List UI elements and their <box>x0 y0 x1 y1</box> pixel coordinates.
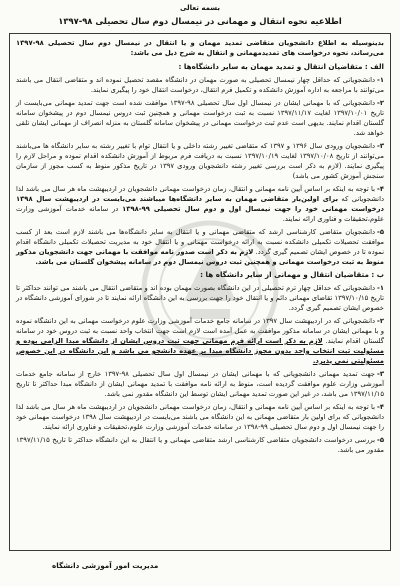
item-text: جهت تمدید مهمانی دانشجویانی که با مهمانی ایشان در نیمسال اول سال تحصیلی ۹۸-۱۳۹۷ خارج از سامانه جامع خدمات آموزشی وزارت علوم موافقت گردیده است، منوط به ارائه نامه موافقت با تمدید مهمانی ایشان از دانشگاه مبدا حداکثر تا تاریخ ۱۳۹۷/۱۱/۱۵ می باشد، در غیر این صورت تمدید مهمانی ایشان توسط این دانشگاه مقدور نمی باشد. <box>16 370 384 398</box>
basmala: بسمه تعالی <box>179 4 221 12</box>
item-text: دانشجویانی که با مهمانی ایشان در نیمسال اول سال تحصیلی ۹۸-۱۳۹۷ موافقت شده است جهت تمدید مهمانی می‌بایست از تاریخ ۱۳۹۷/۱۰/۰۱ لغایت ۱۳۹۷/۱۱/۱۷ نسبت به ثبت درخواست مهمانی و همچنین ثبت دروس نیمسال دوم در پیشخوان سامانه گلستان اقدام نمایند. بدیهی است عدم ثبت درخواست مهمانی در پیشخوان سامانه گلستان به منزله انصراف از مهمانی ایشان تلقی خواهد شد. <box>16 99 385 137</box>
item-number: ۲- <box>377 317 384 325</box>
item-number: ۳- <box>377 142 384 150</box>
announcement-body <box>9 33 391 551</box>
item-number: ۵- <box>377 228 384 236</box>
item-text: دانشجویانی که حداقل چهار ترم تحصیلی در این دانشگاه بصورت مهمان بوده اند و متقاضی انتقال می باشند می توانند حداکثر تا تاریخ ۱۳۹۷/۱۰/۱۵ تقاضای مهمانی دائم و یا انتقال خود را جهت بررسی به این دانشگاه ارائه نمایند تا در شورای آموزشی دانشگاه در خصوص ایشان تصمیم گیری گردد. <box>16 284 384 312</box>
intro-paragraph: بدینوسیله به اطلاع دانشجویان متقاضی تمدید مهمان و یا انتقال در نیمسال دوم سال تحصیلی ۹۸-۱۳۹۷ می‌رساند، نحوه درخواست های تمدیدمهمانی و انتقال به شرح ذیل می باشد: <box>16 39 384 57</box>
section-b-heading: ب : متقاضیان انتقال و مهمانی از سایر دانشگاه ها : <box>200 270 384 279</box>
signature: مدیریت امور آموزشی دانشگاه <box>52 561 159 570</box>
item-emphasis: لازم به ذکر است ارائه فرم مهمانی جهت ثبت دروس ایشان از دانشگاه مبدا الزامی بوده و مسئولیت ثبت انتخاب واحد بدون مجوز دانشگاه مبدا بر عهده دانشجو می باشد و این دانشگاه در این خصوص مسئولیتی نمی پذیرد. <box>16 337 384 365</box>
item-number: ۲- <box>377 99 384 107</box>
item-text-tail: در سامانه خدمات آموزشی وزارت علوم،تحقیقات و فناوری ارائه نمایند. <box>16 205 384 223</box>
section-a-heading: الف : متقاضیان انتقال و تمدید مهمان به سایر دانشگاه‌ها : <box>178 62 384 71</box>
section-a-item <box>16 75 384 95</box>
section-a-item <box>16 141 384 181</box>
item-text: بررسی درخواست دانشجویان متقاضی کارشناسی ارشد متقاضی مهمانی و یا انتقال به این دانشگاه حداکثر تا تاریخ ۱۳۹۷/۱۱/۱۵ مقدور می باشد. <box>16 436 384 454</box>
item-number: ۳- <box>377 370 384 378</box>
section-b-item <box>16 435 384 455</box>
item-text: با توجه به اینکه بر اساس آیین نامه مهمانی و انتقال، زمان درخواست مهمانی دانشجویان در اردیبهشت ماه هر سال می باشد لذا دانشجویانی که <box>16 185 384 203</box>
item-emphasis: لازم به ذکر است صدور نامه موافقت با مهمانی جهت دانشجویان مذکور منوط به ثبت درخواست مهمانی و همچنین ثبت دروس نیمسال دوم در سامانه پیشخوان گلستان می باشد. <box>16 248 384 266</box>
section-b-item <box>16 316 384 366</box>
item-text: دانشجویان متقاضی کارشناسی ارشد که متقاضی مهمانی و یا انتقال به سایر دانشگاه‌ها می باشند لازم است بعد از کسب موافقت تحصیلات تکمیلی دانشکده نسبت به ارائه درخواست مهمانی و یا انتقال خود به مدیریت تحصیلات تکمیلی دانشگاه اقدام نموده تا در خصوص ایشان تصمیم گیری گردد. <box>16 228 384 256</box>
item-number: ۴- <box>377 185 384 193</box>
section-a-item <box>16 227 384 267</box>
section-a-item <box>16 184 384 224</box>
section-a-item <box>16 98 384 138</box>
item-emphasis: برای اولین‌بار متقاضی مهمان به سایر دانشگاه‌ها میباشند می‌بایست در اردیبهشت سال ۱۳۹۸ درخواست مهمانی خود را جهت نیمسال اول و دوم سال تحصیلی ۹۹-۱۳۹۸ <box>16 195 384 213</box>
section-b-item <box>16 283 384 313</box>
item-text: دانشجویانی که حداقل چهار نیمسال تحصیلی به صورت مهمان در دانشگاه مقصد تحصیل نموده اند و متقاضی انتقال می باشند می‌توانند با مراجعه به اداره آموزش دانشکده و تکمیل فرم انتقال، درخواست انتقال خود را پیگیری نمایند. <box>16 76 384 94</box>
section-b-item <box>16 402 384 432</box>
section-b-item <box>16 369 384 399</box>
item-number: ۱- <box>377 284 384 292</box>
item-text: دانشجویانی که در اردیبهشت سال ۱۳۹۷ در سامانه جامع خدمات آموزشی وزارت علوم درخواست مهمانی به این دانشگاه نموده و با مهمانی ایشان در سامانه مذکور موافقت به عمل آمده است لازم است جهت انتخاب واحد نسبت به ثبت دروس خود در سامانه گلستان اقدام نمایند. <box>16 317 384 345</box>
item-text: با توجه به اینکه بر اساس آیین نامه مهمانی و انتقال، زمان درخواست مهمانی دانشجویان در اردیبهشت ماه هر سال می باشد لذا دانشجویانی که برای اولین بار متقاضی مهمانی به این دانشگاه می باشند می‌بایست در اردیبهشت سال ۱۳۹۸ درخواست مهمانی خود را جهت نیمسال اول و دوم سال تحصیلی ۹۹-۱۳۹۸ در سامانه خدمات آموزشی وزارت علوم،تحقیقات و فناوری ارائه نمایند. <box>16 403 384 431</box>
item-number: ۴- <box>377 403 384 411</box>
item-number: ۱- <box>377 76 384 84</box>
item-text: دانشجویان ورودی سال ۱۳۹۶ و ۱۳۹۷ که متقاضی تغییر رشته داخلی و یا انتقال توام با تغییر رشته به سایر دانشگاه ها می‌باشند می‌توانند از تاریخ ۱۳۹۷/۱۰/۰۸ لغایت ۱۳۹۷/۱۰/۱۹ نسبت به دریافت فرم مربوط از آموزش دانشکده اقدام نموده و مراحل لازم را پیگیری نمایند. (لازم به ذکر است بررسی تغییر رشته دانشجویان ورودی ۱۳۹۷ در تاریخ مذکور منوط به کسب مجوز از سازمان سنجش آموزش کشور می باشد) <box>16 142 384 180</box>
page-title: اطلاعیه نحوه انتقال و مهمانی در نیمسال دوم سال تحصیلی ۹۸-۱۳۹۷ <box>58 16 342 26</box>
item-number: ۵- <box>377 436 384 444</box>
